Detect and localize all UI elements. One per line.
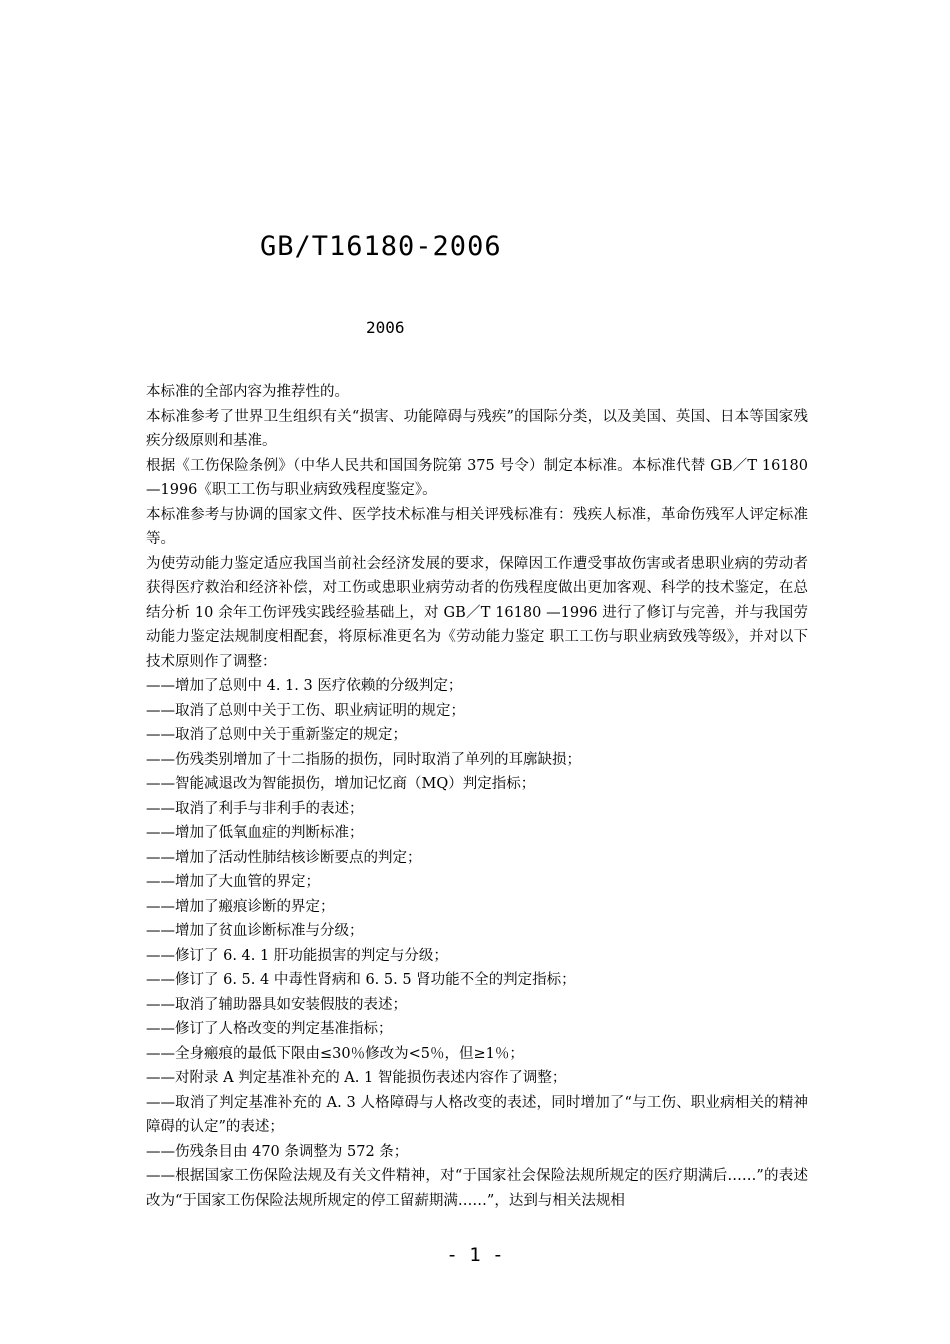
list-item: ——根据国家工伤保险法规及有关文件精神，对“于国家社会保险法规所规定的医疗期满后……”的表述改为“于国家工伤保险法规所规定的停工留薪期满……”，达到与相关法规相: [146, 1168, 808, 1209]
document-title-line-2: GB/T16180-2006: [260, 231, 502, 262]
document-body: [146, 380, 808, 1213]
list-item: ——增加了大血管的界定；: [146, 874, 320, 890]
issue-date-line: 2006: [366, 318, 405, 337]
list-item: ——取消了利手与非利手的表述；: [146, 800, 364, 817]
list-item: ——增加了瘢痕诊断的界定；: [146, 898, 335, 915]
list-item: ——修订了 6. 5. 4 中毒性肾病和 6. 5. 5 肾功能不全的判定指标；: [146, 972, 576, 988]
list-item: ——智能减退改为智能损伤，增加记忆商（MQ）判定指标；: [146, 776, 536, 792]
list-item: ——增加了贫血诊断标准与分级；: [146, 923, 364, 939]
list-item: ——伤残条目由 470 条调整为 572 条；: [146, 1143, 409, 1160]
paragraph: 本标准参考与协调的国家文件、医学技术标准与相关评残标准有：残疾人标准，革命伤残军人评定标准等。: [146, 506, 808, 547]
list-item: ——伤残类别增加了十二指肠的损伤，同时取消了单列的耳廓缺损；: [146, 751, 581, 768]
list-item: ——增加了活动性肺结核诊断要点的判定；: [146, 849, 422, 866]
page-number: - 1 -: [446, 1244, 504, 1266]
list-item: ——取消了总则中关于重新鉴定的规定；: [146, 727, 407, 743]
paragraph: 为使劳动能力鉴定适应我国当前社会经济发展的要求，保障因工作遭受事故伤害或者患职业病的劳动者获得医疗救治和经济补偿，对工伤或患职业病劳动者的伤残程度做出更加客观、科学的技术鉴定，在总结分析 10 余年工伤评残实践经验基础上，对 GB／T 16180 —1996 进行了修订与完善，并与我国劳动能力鉴定法规制度相配套，将原标准更名为《劳动能力鉴定 职工工伤与职业病致残等级》，并对以下技术原则作了调整：: [146, 555, 808, 670]
list-item: ——增加了总则中 4. 1. 3 医疗依赖的分级判定；: [146, 678, 463, 694]
list-item: ——取消了判定基准补充的 A. 3 人格障碍与人格改变的表述，同时增加了“与工伤、职业病相关的精神障碍的认定”的表述；: [146, 1094, 808, 1135]
list-item: ——取消了总则中关于工伤、职业病证明的规定；: [146, 702, 465, 719]
list-item: ——修订了 6. 4. 1 肝功能损害的判定与分级；: [146, 947, 448, 964]
paragraph: 本标准的全部内容为推荐性的。: [146, 384, 349, 400]
list-item: ——修订了人格改变的判定基准指标；: [146, 1021, 393, 1037]
list-item: ——对附录 A 判定基准补充的 A. 1 智能损伤表述内容作了调整；: [146, 1070, 567, 1086]
paragraph: 根据《工伤保险条例》（中华人民共和国国务院第 375 号令）制定本标准。本标准代替 GB／T 16180 —1996《职工工伤与职业病致残程度鉴定》。: [146, 457, 808, 498]
list-item: ——增加了低氧血症的判断标准；: [146, 825, 364, 841]
list-item: ——全身瘢痕的最低下限由≤30％修改为<5％，但≥1％；: [146, 1045, 524, 1062]
list-item: ——取消了辅助器具如安装假肢的表述；: [146, 996, 407, 1013]
paragraph: 本标准参考了世界卫生组织有关“损害、功能障碍与残疾”的国际分类，以及美国、英国、日本等国家残疾分级原则和基准。: [146, 408, 808, 449]
